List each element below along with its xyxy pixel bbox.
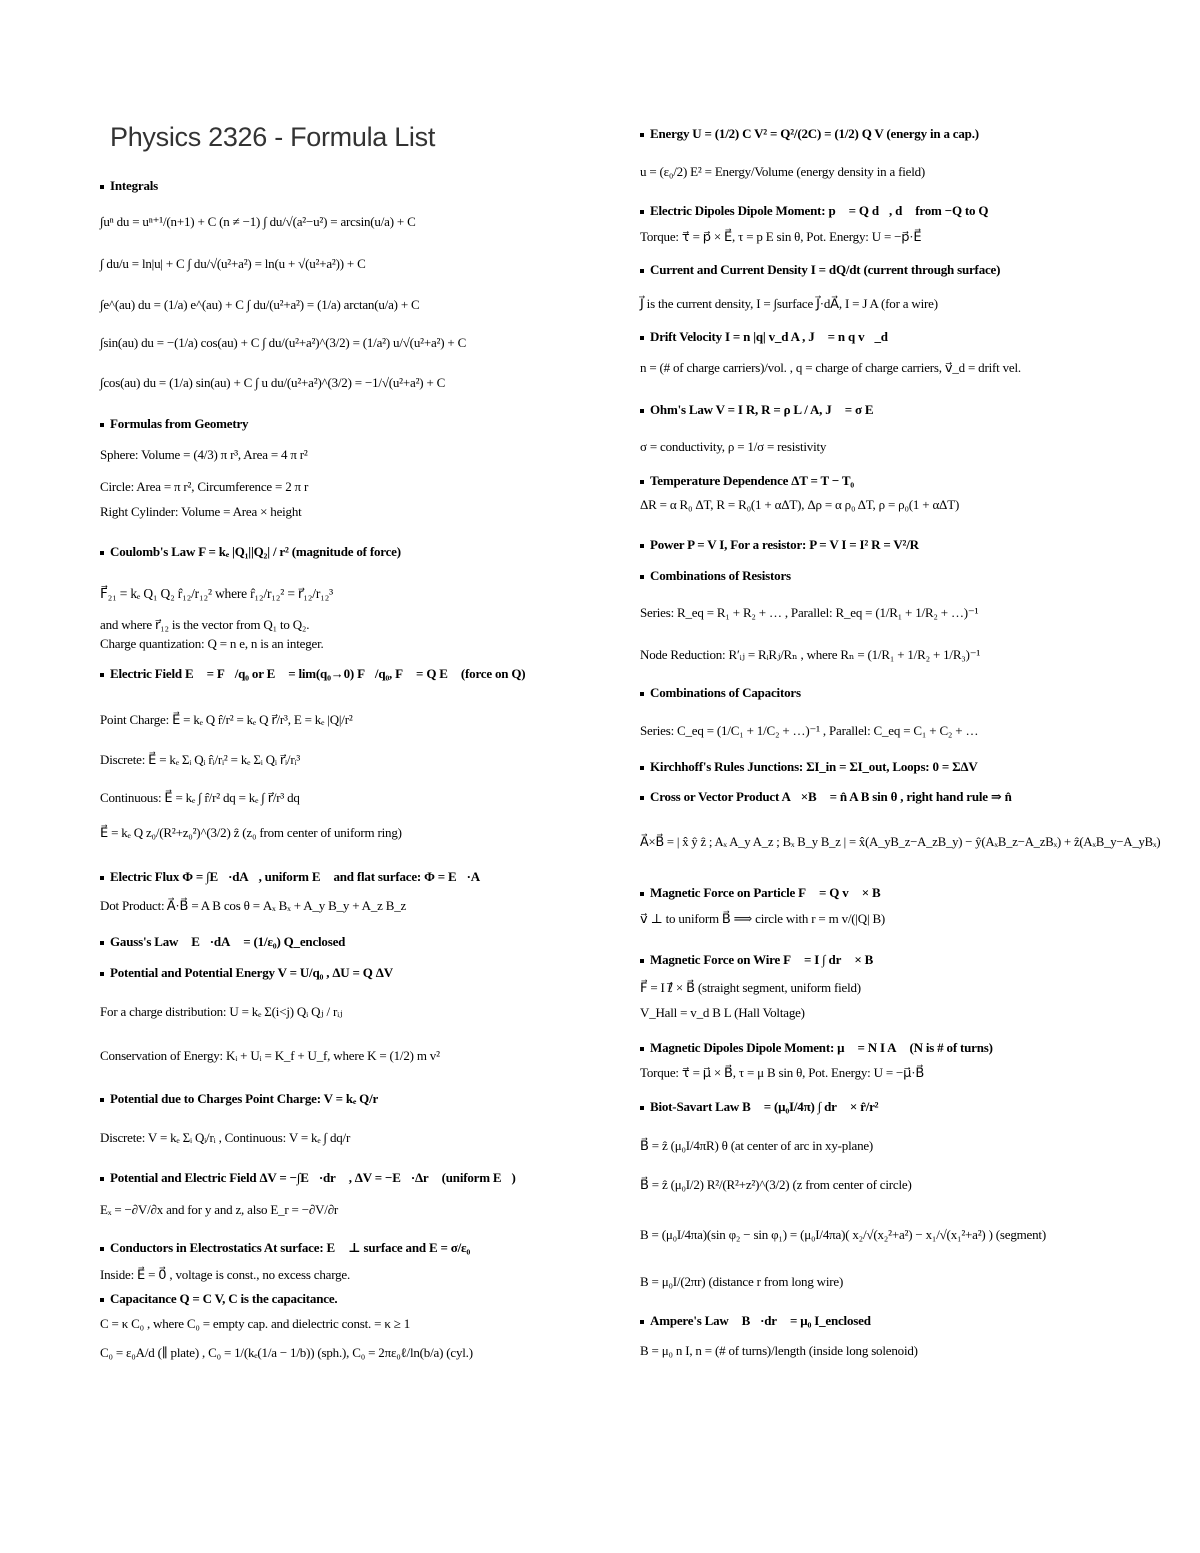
section-heading: Magnetic Dipoles Dipole Moment: μ⃗ = N I A⃗ (N is # of turns): [640, 1040, 993, 1056]
formula-line: ∫sin(au) du = −(1/a) cos(au) + C ∫ du/(u²+a²)^(3/2) = (1/a²) u/√(u²+a²) + C: [100, 335, 467, 350]
formula-line: E⃗ = kₑ Q z₀/(R²+z₀²)^(3/2) ẑ (z₀ from center of uniform ring): [100, 825, 402, 840]
formula-line: ∫cos(au) du = (1/a) sin(au) + C ∫ u du/(u²+a²)^(3/2) = −1/√(u²+a²) + C: [100, 375, 446, 390]
formula-line: Charge quantization: Q = n e, n is an integer.: [100, 636, 324, 651]
formula-line: Eₓ = −∂V/∂x and for y and z, also E_r = −∂V/∂r: [100, 1202, 339, 1217]
formula-line: Node Reduction: R′ᵢⱼ = RᵢRⱼ/Rₙ , where Rₙ = (1/R₁ + 1/R₂ + 1/R₃)⁻¹: [640, 647, 981, 662]
section-heading: Energy U = (1/2) C V² = Q²/(2C) = (1/2) Q V (energy in a cap.): [640, 126, 979, 142]
formula-line: n = (# of charge carriers)/vol. , q = charge of charge carriers, v⃗_d = drift vel.: [640, 360, 1021, 375]
formula-line: B = (μ₀I/4πa)(sin φ₂ − sin φ₁) = (μ₀I/4πa)( x₂/√(x₂²+a²) − x₁/√(x₁²+a²) ) (segment): [640, 1227, 1046, 1242]
section-heading: Kirchhoff's Rules Junctions: ΣI_in = ΣI_out, Loops: 0 = ΣΔV: [640, 759, 978, 775]
formula-line: B = μ₀I/(2πr) (distance r from long wire): [640, 1274, 844, 1289]
formula-line: Discrete: E⃗ = kₑ Σᵢ Qᵢ r̂ᵢ/rᵢ² = kₑ Σᵢ Qᵢ r⃗ᵢ/rᵢ³: [100, 752, 301, 767]
formula-line: A⃗×B⃗ = | x̂ ŷ ẑ ; Aₓ A_y A_z ; Bₓ B_y B_z | = x̂(A_yB_z−A_zB_y) − ŷ(AₓB_z−A_zBₓ) + ẑ(AₓB_y−A_yBₓ): [640, 834, 1161, 849]
section-heading: Formulas from Geometry: [100, 416, 248, 432]
formula-line: Continuous: E⃗ = kₑ ∫ r̂/r² dq = kₑ ∫ r⃗/r³ dq: [100, 790, 300, 805]
section-heading: Cross or Vector Product A⃗×B⃗ = n̂ A B sin θ , right hand rule ⇒ n̂: [640, 789, 1012, 805]
section-heading: Electric Dipoles Dipole Moment: p⃗ = Q d⃗, d⃗ from −Q to Q: [640, 203, 988, 219]
formula-line: Torque: τ⃗ = p⃗ × E⃗, τ = p E sin θ, Pot. Energy: U = −p⃗·E⃗: [640, 229, 922, 244]
section-heading: Potential and Potential Energy V = U/q₀ , ΔU = Q ΔV: [100, 965, 393, 981]
section-heading: Ohm's Law V = I R, R = ρ L / A, J⃗ = σ E⃗: [640, 402, 884, 418]
formula-line: B⃗ = ẑ (μ₀I/2) R²/(R²+z²)^(3/2) (z from center of circle): [640, 1177, 912, 1192]
formula-line: B⃗ = ẑ (μ₀I/4πR) θ (at center of arc in xy-plane): [640, 1138, 874, 1153]
section-heading: Integrals: [100, 178, 158, 194]
section-heading: Power P = V I, For a resistor: P = V I = I² R = V²/R: [640, 537, 919, 553]
section-heading: Magnetic Force on Wire F⃗ = I ∫ dr⃗ × B⃗: [640, 952, 883, 968]
section-heading: Combinations of Capacitors: [640, 685, 801, 701]
section-heading: Drift Velocity I = n |q| v_d A , J⃗ = n q v⃗_d: [640, 329, 888, 345]
page-title: Physics 2326 - Formula List: [110, 122, 436, 152]
section-heading: Temperature Dependence ΔT = T − T₀: [640, 473, 854, 489]
formula-line: Torque: τ⃗ = μ⃗ × B⃗, τ = μ B sin θ, Pot. Energy: U = −μ⃗·B⃗: [640, 1065, 925, 1080]
formula-line: Series: R_eq = R₁ + R₂ + … , Parallel: R_eq = (1/R₁ + 1/R₂ + …)⁻¹: [640, 605, 979, 620]
section-heading: Electric Field E⃗ = F⃗/q₀ or E⃗ = lim(q₀→0) F⃗/q₀, F⃗ = Q E⃗ (force on Q): [100, 666, 525, 682]
formula-line: ∫uⁿ du = uⁿ⁺¹/(n+1) + C (n ≠ −1) ∫ du/√(a²−u²) = arcsin(u/a) + C: [100, 214, 416, 229]
formula-line: Discrete: V = kₑ Σᵢ Qᵢ/rᵢ , Continuous: V = kₑ ∫ dq/r: [100, 1130, 351, 1145]
formula-line: ΔR = α R₀ ΔT, R = R₀(1 + αΔT), Δρ = α ρ₀ ΔT, ρ = ρ₀(1 + αΔT): [640, 497, 960, 512]
formula-line: v⃗ ⊥ to uniform B⃗ ⟹ circle with r = m v/(|Q| B): [640, 911, 886, 926]
formula-line: B = μ₀ n I, n = (# of turns)/length (inside long solenoid): [640, 1343, 918, 1358]
formula-line: Conservation of Energy: Kᵢ + Uᵢ = K_f + U_f, where K = (1/2) m v²: [100, 1048, 440, 1063]
formula-line: Right Cylinder: Volume = Area × height: [100, 504, 302, 519]
section-heading: Electric Flux Φ = ∫E⃗·dA⃗, uniform E⃗ and flat surface: Φ = E⃗·A⃗: [100, 869, 490, 885]
formula-line: F⃗₂₁ = kₑ Q₁ Q₂ r̂₁₂/r₁₂² where r̂₁₂/r₁₂² = r⃗₁₂/r₁₂³: [100, 586, 333, 601]
formula-line: V_Hall = v_d B L (Hall Voltage): [640, 1005, 805, 1020]
section-heading: Ampere's Law ∮B⃗·dr⃗ = μ₀ I_enclosed: [640, 1313, 871, 1329]
formula-line: Inside: E⃗ = 0⃗ , voltage is const., no excess charge.: [100, 1267, 351, 1282]
section-heading: Current and Current Density I = dQ/dt (current through surface): [640, 262, 1000, 278]
formula-line: and where r⃗₁₂ is the vector from Q₁ to Q₂.: [100, 617, 310, 632]
formula-line: J⃗ is the current density, I = ∫surface J⃗·dA⃗, I = J A (for a wire): [640, 296, 938, 311]
formula-line: Series: C_eq = (1/C₁ + 1/C₂ + …)⁻¹ , Parallel: C_eq = C₁ + C₂ + …: [640, 723, 979, 738]
formula-line: Sphere: Volume = (4/3) π r³, Area = 4 π r²: [100, 447, 308, 462]
section-heading: Magnetic Force on Particle F⃗ = Q v⃗ × B⃗: [640, 885, 891, 901]
formula-line: ∫e^(au) du = (1/a) e^(au) + C ∫ du/(u²+a²) = (1/a) arctan(u/a) + C: [100, 297, 420, 312]
section-heading: Biot-Savart Law B⃗ = (μ₀I/4π) ∫ dr⃗ × r̂/r²: [640, 1099, 878, 1115]
formula-line: C = κ C₀ , where C₀ = empty cap. and dielectric const. = κ ≥ 1: [100, 1316, 411, 1331]
formula-line: σ = conductivity, ρ = 1/σ = resistivity: [640, 439, 827, 454]
section-heading: Capacitance Q = C V, C is the capacitance.: [100, 1291, 337, 1307]
formula-line: ∫ du/u = ln|u| + C ∫ du/√(u²+a²) = ln(u + √(u²+a²)) + C: [100, 256, 366, 271]
formula-line: Dot Product: A⃗·B⃗ = A B cos θ = Aₓ Bₓ + A_y B_y + A_z B_z: [100, 898, 407, 913]
formula-line: C₀ = ε₀A/d (∥ plate) , C₀ = 1/(kₑ(1/a − 1/b)) (sph.), C₀ = 2πε₀ℓ/ln(b/a) (cyl.): [100, 1345, 473, 1360]
formula-line: u = (ε₀/2) E² = Energy/Volume (energy density in a field): [640, 164, 926, 179]
formula-line: Circle: Area = π r², Circumference = 2 π r: [100, 479, 309, 494]
section-heading: Coulomb's Law F = kₑ |Q₁||Q₂| / r² (magnitude of force): [100, 544, 401, 560]
section-heading: Combinations of Resistors: [640, 568, 791, 584]
section-heading: Conductors in Electrostatics At surface: E⃗ ⊥ surface and E = σ/ε₀: [100, 1240, 470, 1256]
formula-line: F⃗ = I ℓ⃗ × B⃗ (straight segment, uniform field): [640, 980, 861, 995]
section-heading: Gauss's Law ∮E⃗·dA⃗ = (1/ε₀) Q_enclosed: [100, 934, 345, 950]
section-heading: Potential due to Charges Point Charge: V = kₑ Q/r: [100, 1091, 378, 1107]
formula-line: Point Charge: E⃗ = kₑ Q r̂/r² = kₑ Q r⃗/r³, E = kₑ |Q|/r²: [100, 712, 353, 727]
formula-line: For a charge distribution: U = kₑ Σ(i<j) Qᵢ Qⱼ / rᵢⱼ: [100, 1004, 343, 1019]
section-heading: Potential and Electric Field ΔV = −∫E⃗·dr⃗ , ΔV = −E⃗·Δr⃗ (uniform E⃗): [100, 1170, 516, 1186]
